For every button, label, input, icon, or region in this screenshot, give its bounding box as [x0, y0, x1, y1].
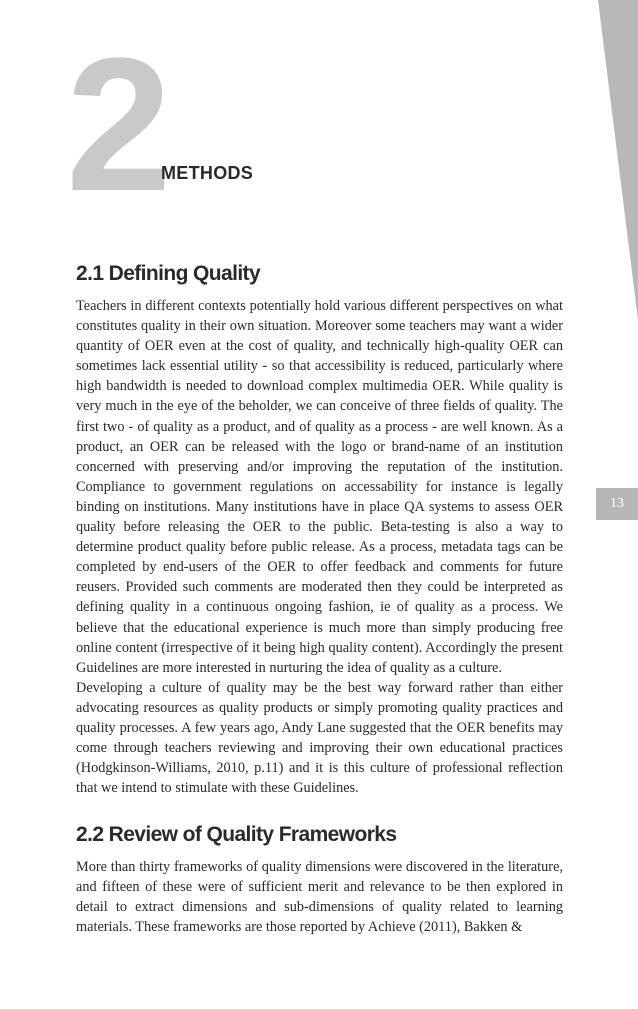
paragraph-defining-quality-1: Teachers in different contexts potentially hold various different perspectives on what constitutes quality in their own situation. Moreover some teachers may want a wider quantity of OER even at the cost of quality, and technically high-quality OER can sometimes lack essential utility - so that accessibility is reduced, particularly where high bandwidth is needed to download complex multimedia OER. While quality is very much in the eye of the beholder, we can conceive of three fields of quality. The first two - of quality as a product, and of quality as a process - are well known. As a product, an OER can be released with the logo or brand-name of an institution concerned with preserving and/or improving the reputation of the institution. Compliance to government regulations on accessability for instance is legally binding on institutions. Many institutions have in place QA systems to assess OER quality before releasing the OER to the public. Beta-testing is also a way to determine product quality before public release. As a process, metadata tags can be completed by end-users of the OER to offer feedback and comments for future reusers. Provided such comments are moderated then they could be interpreted as defining quality in a continuous ongoing fashion, ie of quality as a process. We believe that the educational experience is much more than simply producing free online content (irrespective of it being high quality content). Accordingly the present Guidelines are more interested in nurturing the idea of quality as a culture. — [76, 298, 563, 676]
page-number: 13 — [596, 488, 638, 520]
paragraph-defining-quality-2: Developing a culture of quality may be the best way forward rather than either advocating resources as quality products or simply promoting quality practices and quality processes. A few years ago, Andy Lane suggested that the OER benefits may come through teachers reviewing and improving their own educational practices (Hodgkinson-Williams, 2010, p.11) and it is this culture of professional reflection that we intend to stimulate with these Guidelines. — [76, 680, 563, 797]
paragraph-review-frameworks-1: More than thirty frameworks of quality dimensions were discovered in the literature, and fifteen of these were of sufficient merit and relevance to be then explored in detail to extract dimensions and sub-dimensions of quality related to learning materials. These frameworks are those reported by Achieve (2011), Bakken & — [76, 859, 563, 936]
chapter-title: METHODS — [161, 163, 254, 183]
section-heading-defining-quality: 2.1 Defining Quality — [76, 262, 261, 285]
side-tab-decoration — [598, 0, 638, 320]
chapter-number: 2 — [66, 19, 166, 231]
section-heading-review-frameworks: 2.2 Review of Quality Frameworks — [76, 823, 397, 846]
